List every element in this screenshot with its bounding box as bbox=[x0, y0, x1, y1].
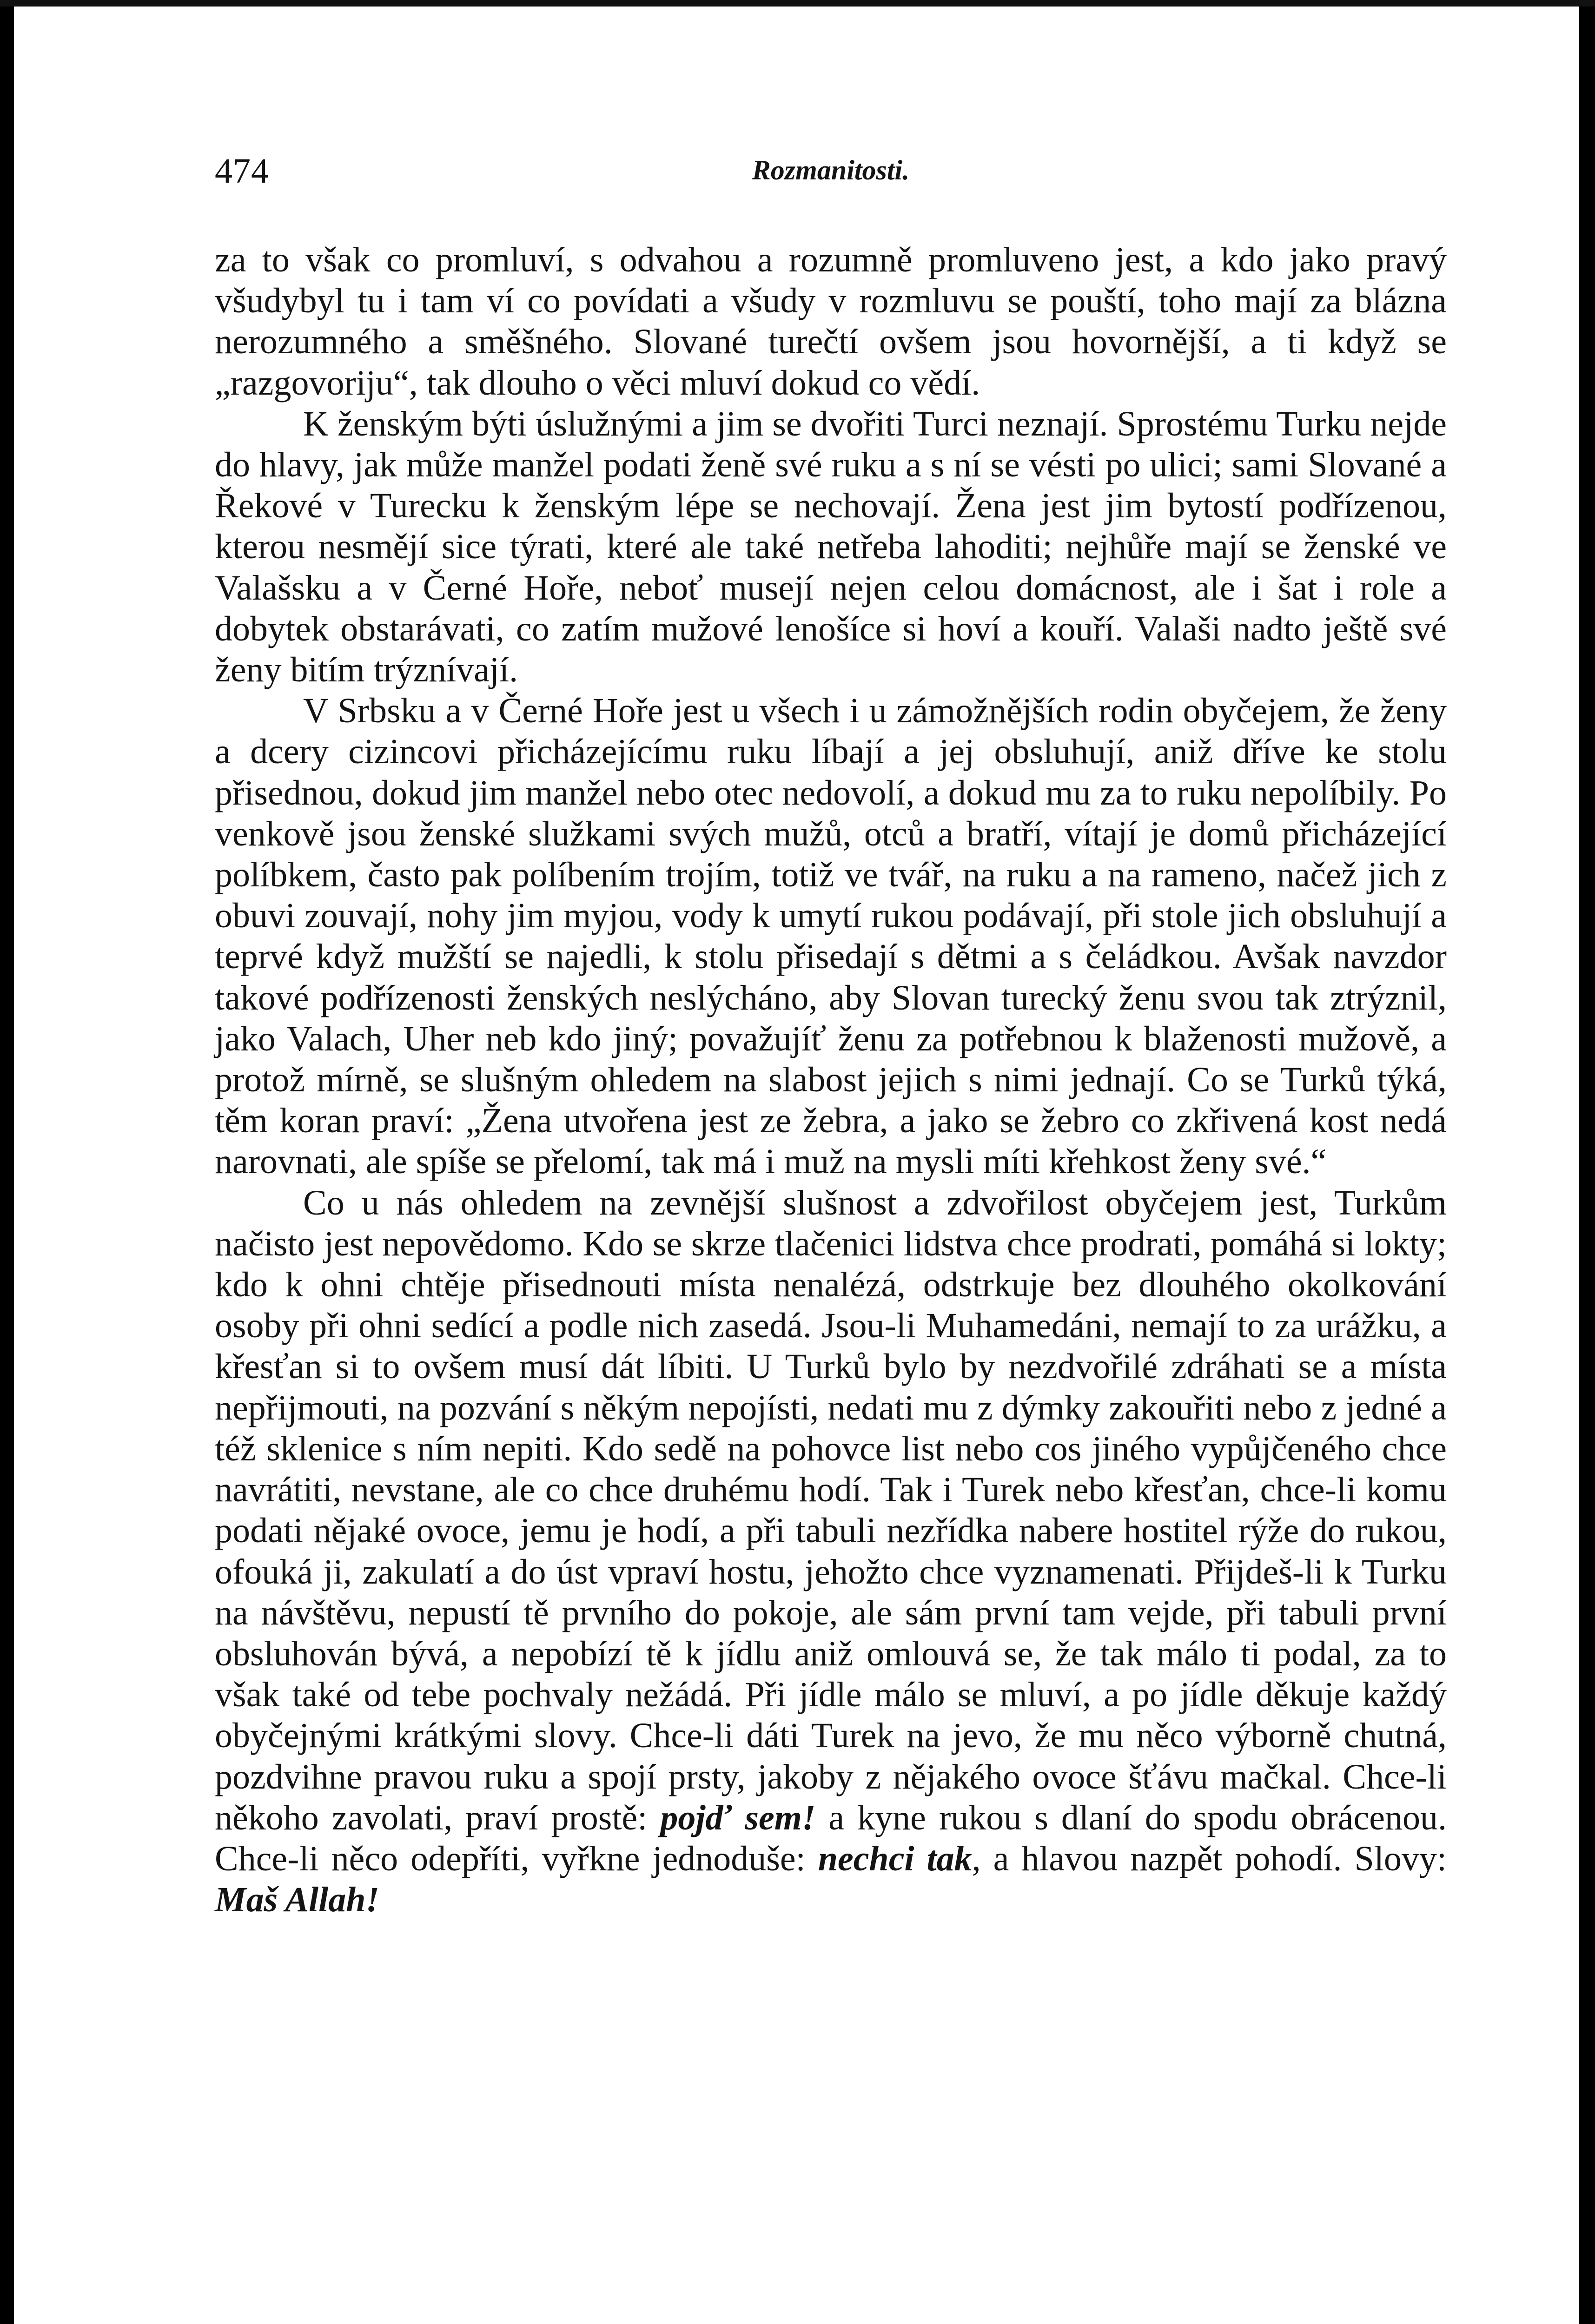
paragraph-4-text-c: , a hlavou nazpět pohodí. Slovy: bbox=[972, 1839, 1447, 1878]
paragraph-4-italic-mas-allah: Maš Allah! bbox=[215, 1880, 380, 1920]
paragraph-2: K ženským býti úslužnými a jim se dvořiti Turci neznají. Sprostému Turku nejde do hlavy, jak může manžel podati ženě své ruku a s ní se vésti po ulici; sami Slované a Řekové v Turecku k ženským lépe se nechovají. Žena jest jim bytostí podřízenou, kterou nesmějí sice týrati, které ale také netřeba lahoditi; nejhůře mají se ženské ve Valašsku a v Černé Hoře, neboť musejí nejen celou domácnost, ale i šat i role a dobytek obstarávati, co zatím mužové lenošíce si hoví a kouří. Valaši nadto ještě své ženy bitím trýznívají. bbox=[215, 404, 1447, 690]
scan-border-left bbox=[0, 0, 14, 2324]
scan-border-top bbox=[0, 0, 1595, 7]
paragraph-4-italic-nechci-tak: nechci tak bbox=[818, 1839, 972, 1878]
paragraph-3: V Srbsku a v Černé Hoře jest u všech i u zámožnějších rodin obyčejem, že ženy a dcery cizincovi přicházejícímu ruku líbají a jej obsluhují, aniž dříve ke stolu přisednou, dokud jim manžel nebo otec nedovolí, a dokud mu za to ruku nepolíbily. Po venkově jsou ženské služkami svých mužů, otců a bratří, vítají je domů přicházející políbkem, často pak políbením trojím, totiž ve tvář, na ruku a na rameno, načež jich z obuvi zouvají, nohy jim myjou, vody k umytí rukou podávají, při stole jich obsluhují a teprvé když mužští se najedli, k stolu přisedají s dětmi a s čeládkou. Avšak navzdor takové podřízenosti ženských neslýcháno, aby Slovan turecký ženu svou tak ztrýznil, jako Valach, Uher neb kdo jiný; považujíť ženu za potřebnou k blaženosti mužově, a protož mírně, se slušným ohledem na slabost jejich s nimi jednají. Co se Turků týká, těm koran praví: „Žena utvořena jest ze žebra, a jako se žebro co zkřivená kost nedá narovnati, ale spíše se přelomí, tak má i muž na mysli míti křehkost ženy své.“ bbox=[215, 691, 1447, 1182]
body-text bbox=[215, 239, 1447, 1920]
scan-border-right bbox=[1579, 0, 1595, 2324]
paragraph-4-text-b: a kyne rukou s dlaní do spodu obrácenou. Chce-li něco odepříti, vyřkne jednoduše: bbox=[215, 1798, 1447, 1878]
paragraph-4 bbox=[215, 1182, 1447, 1921]
page-header bbox=[215, 153, 1447, 205]
running-title: Rozmanitosti. bbox=[752, 155, 910, 185]
book-page bbox=[215, 153, 1447, 1920]
paragraph-4-italic-pojd-sem: pojď sem! bbox=[660, 1798, 816, 1837]
paragraph-4-text-a: Co u nás ohledem na zevnější slušnost a zdvořilost obyčejem jest, Turkům načisto jest nepovědomo. Kdo se skrze tlačenici lidstva chce prodrati, pomáhá si lokty; kdo k ohni chtěje přisednouti místa nenalézá, odstrkuje bez dlouhého okolkování osoby při ohni sedící a podle nich zasedá. Jsou-li Muhamedáni, nemají to za urážku, a křesťan si to ovšem musí dát líbiti. U Turků bylo by nezdvořilé zdráhati se a místa nepřijmouti, na pozvání s někým nepojísti, nedati mu z dýmky zakouřiti nebo z jedné a též sklenice s ním nepiti. Kdo sedě na pohovce list nebo cos jiného vypůjčeného chce navrátiti, nevstane, ale co chce druhému hodí. Tak i Turek nebo křesťan, chce-li komu podati nějaké ovoce, jemu je hodí, a při tabuli nezřídka nabere hostitel rýže do rukou, ofouká ji, zakulatí a do úst vpraví hostu, jehožto chce vyznamenati. Přijdeš-li k Turku na návštěvu, nepustí tě prvního do pokoje, ale sám první tam vejde, při tabuli první obsluhován bývá, a nepobízí tě k jídlu aniž omlouvá se, že tak málo ti podal, za to však také od tebe pochvaly nežádá. Při jídle málo se mluví, a po jídle děkuje každý obyčejnými krátkými slovy. Chce-li dáti Turek na jevo, že mu něco výborně chutná, pozdvihne pravou ruku a spojí prsty, jakoby z nějakého ovoce šťávu mačkal. Chce-li někoho zavolati, praví prostě: bbox=[215, 1183, 1447, 1837]
page-number: 474 bbox=[215, 152, 269, 191]
paragraph-1: za to však co promluví, s odvahou a rozumně promluveno jest, a kdo jako pravý všudybyl tu i tam ví co povídati a všudy v rozmluvu se pouští, toho mají za blázna nerozumného a směšného. Slované turečtí ovšem jsou hovornější, a ti když se „razgovoriju“, tak dlouho o věci mluví dokud co vědí. bbox=[215, 240, 1447, 403]
